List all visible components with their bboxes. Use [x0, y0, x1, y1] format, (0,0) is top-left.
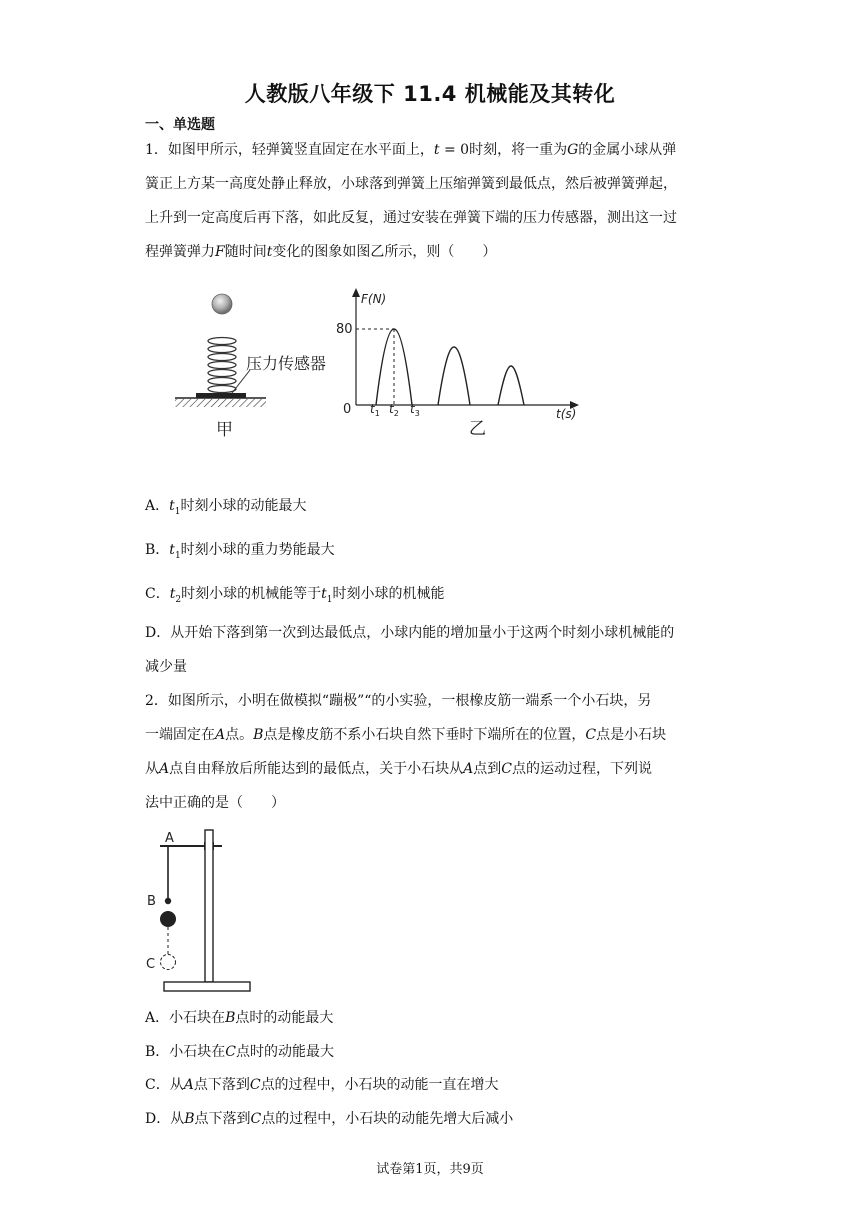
point-b-dot: [165, 898, 171, 904]
point-a-label: A: [165, 831, 174, 846]
q1-option-c: C．$t_2$时刻小球的机械能等于$t_1$时刻小球的机械能: [145, 586, 445, 605]
stone: [160, 911, 176, 927]
ground: [175, 399, 266, 407]
q2-option-a: A．小石块在B点时的动能最大: [145, 1010, 334, 1026]
label-yi: 乙: [469, 419, 486, 439]
section-heading: 一、单选题: [145, 117, 215, 133]
ball: [212, 294, 232, 314]
question-1-text: 1．如图甲所示，轻弹簧竖直固定在水平面上，t = 0时刻，将一重为G的金属小球从弹 簧正上方某一高度处静止释放，小球落到弹簧上压缩弹簧到最低点，然后被弹簧弹起， 上升到一定高度后再下落，如此反复，通过安装在弹簧下端的压力传感器，测出这一过 程弹簧弹力F随时间t变化的图象如图乙所示，则（ ）: [145, 142, 677, 260]
q1-option-a: A．$t_1$时刻小球的动能最大: [145, 498, 307, 517]
t2-label: $t_2$: [389, 402, 399, 418]
page-footer: 试卷第1页，共9页: [376, 1162, 484, 1177]
q2-option-d: D．从B点下落到C点的过程中，小石块的动能先增大后减小: [145, 1111, 514, 1127]
origin-label: 0: [343, 402, 352, 417]
q2-option-c: C．从A点下落到C点的过程中，小石块的动能一直在增大: [145, 1077, 499, 1093]
stand-base: [164, 982, 250, 991]
x-axis-label: t(s): [556, 407, 577, 421]
question-2-text: 2．如图所示，小明在做模拟“蹦极”“的小实验，一根橡皮筋一端系一个小石块，另 一端固定在A点。B点是橡皮筋不系小石块自然下垂时下端所在的位置，C点是小石块 从A点自由释放后所能达到的最低点，关于小石块从A点到C点的运动过程，下列说 法中正确的是（ ）: [145, 693, 667, 811]
q2-option-b: B．小石块在C点时的动能最大: [145, 1044, 335, 1060]
y-axis-label: F(N): [361, 292, 387, 306]
force-curve-2: [438, 347, 470, 405]
stand-pole: [205, 830, 213, 982]
q1-option-b: B．$t_1$时刻小球的重力势能最大: [145, 542, 335, 561]
force-curve-3: [498, 366, 524, 405]
sensor-label: 压力传感器: [246, 354, 327, 373]
t3-label: $t_3$: [410, 402, 420, 418]
figure-1: [170, 285, 590, 445]
page-title: 人教版八年级下 11.4 机械能及其转化: [244, 82, 616, 106]
t1-label: $t_1$: [370, 402, 380, 418]
label-jia: 甲: [216, 420, 233, 440]
figure-2: [140, 828, 270, 996]
point-c-label: C: [146, 957, 156, 972]
q1-option-d: D．从开始下落到第一次到达最低点，小球内能的增加量小于这两个时刻小球机械能的 减少量: [145, 625, 675, 675]
stone-lowest-position: [161, 955, 176, 970]
point-b-label: B: [147, 894, 156, 909]
peak-value-label: 80: [336, 322, 353, 337]
spring: [208, 338, 236, 393]
